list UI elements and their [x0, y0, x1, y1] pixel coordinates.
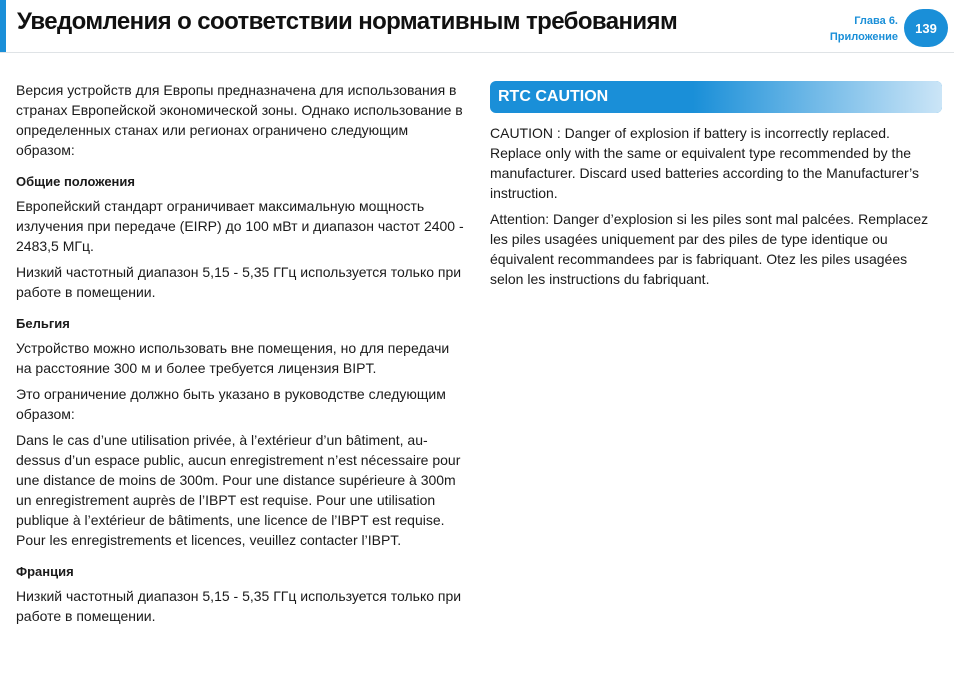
page-title: Уведомления о соответствии нормативным требованиям — [17, 8, 678, 35]
chapter-label — [830, 13, 898, 45]
header-accent-bar — [0, 0, 6, 52]
general-paragraph-1: Европейский стандарт ограничивает максимальную мощность излучения при передаче (EIRP) до 100 мВт и диапазон частот 2400 - 2483,5 МГц. — [16, 198, 464, 254]
header-divider — [0, 52, 954, 53]
page-number-badge: 139 — [904, 9, 948, 47]
left-column — [16, 80, 466, 632]
belgium-paragraph-1: Устройство можно использовать вне помещения, но для передачи на расстояние 300 м и более требуется лицензия BIPT. — [16, 340, 450, 376]
belgium-paragraph-2: Это ограничение должно быть указано в руководстве следующим образом: — [16, 386, 446, 422]
rtc-caution-title: RTC CAUTION — [498, 88, 609, 105]
chapter-name: Приложение — [829, 31, 898, 43]
intro-paragraph: Версия устройств для Европы предназначена для использования в странах Европейской экономической зоны. Однако использование в определенных станах или регионах ограничено следующим образом: — [16, 82, 463, 158]
rtc-caution-section-header — [490, 81, 942, 113]
france-paragraph-1: Низкий частотный диапазон 5,15 - 5,35 ГГц используется только при работе в помещении. — [16, 588, 462, 624]
attention-paragraph: Attention: Danger d’explosion si les piles sont mal palcées. Remplacez les piles usagées uniquement par des piles de type identique ou équivalent recommandees par is fabriquant. Otez les piles usagées selon les instructions du fabriquant. — [490, 211, 929, 287]
general-heading: Общие положения — [16, 174, 135, 189]
chapter-number: Глава 6. — [854, 15, 898, 27]
france-heading: Франция — [16, 564, 74, 579]
section-header-gradient — [693, 81, 942, 113]
right-column — [490, 81, 942, 295]
general-paragraph-2: Низкий частотный диапазон 5,15 - 5,35 ГГц используется только при работе в помещении. — [16, 264, 462, 300]
belgium-paragraph-3: Dans le cas d’une utilisation privée, à l’extérieur d’un bâtiment, au-dessus d’un espace public, aucun enregistrement n’est nécessaire pour une distance de moins de 300m. Pour une distance supérieure à 300m un enregistrement auprès de l’IBPT est requise. Pour une utilisation publique à l’extérieur de bâtiments, une licence de l’IBPT est requise. Pour les enregistrements et licences, veuillez contacter l’IBPT. — [16, 432, 461, 548]
caution-paragraph: CAUTION : Danger of explosion if battery is incorrectly replaced. Replace only with the same or equivalent type recommended by the manufacturer. Discard used batteries according to the Manufacturer’s instruction. — [490, 125, 920, 201]
belgium-heading: Бельгия — [16, 316, 70, 331]
